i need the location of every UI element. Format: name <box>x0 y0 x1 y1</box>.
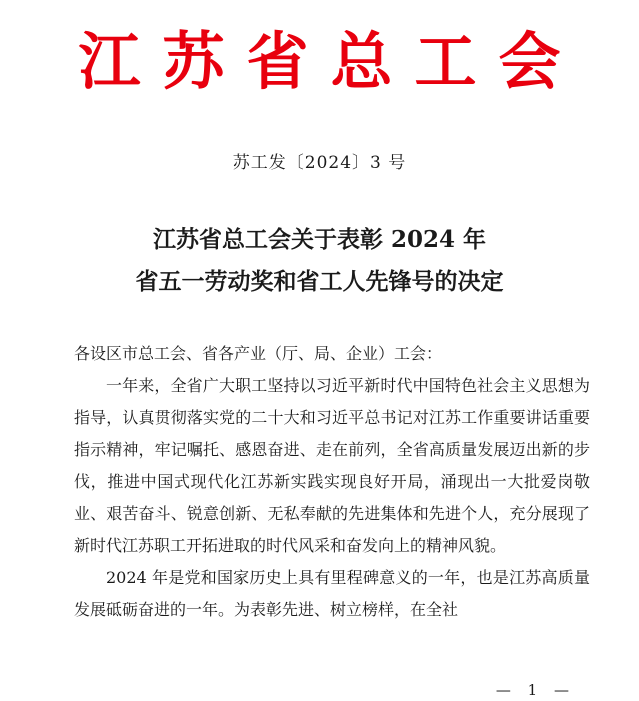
document-title-line-2: 省五一劳动奖和省工人先锋号的决定 <box>135 268 504 295</box>
paragraph-2: 2024 年是党和国家历史上具有里程碑意义的一年，也是江苏高质量发展砥砺奋进的一年。为表彰先进、树立榜样，在全社 <box>74 568 590 619</box>
document-number: 苏工发〔2024〕3 号 <box>232 153 407 173</box>
document-title-line-1: 江苏省总工会关于表彰 2024 年 <box>152 226 487 253</box>
masthead-title: 江苏省总工会 <box>78 25 583 98</box>
page-number: — 1 — <box>495 681 575 699</box>
document-body <box>74 338 590 626</box>
salutation: 各设区市总工会、省各产业（厅、局、企业）工会： <box>74 344 443 363</box>
paragraph-1: 一年来，全省广大职工坚持以习近平新时代中国特色社会主义思想为指导，认真贯彻落实党的二十大和习近平总书记对江苏工作重要讲话重要指示精神，牢记嘱托、感恩奋进、走在前列，全省高质量发展迈出新的步伐，推进中国式现代化江苏新实践实现良好开局，涌现出一大批爱岗敬业、艰苦奋斗、锐意创新、无私奉献的先进集体和先进个人，充分展现了新时代江苏职工开拓进取的时代风采和奋发向上的精神风貌。 <box>74 376 590 555</box>
